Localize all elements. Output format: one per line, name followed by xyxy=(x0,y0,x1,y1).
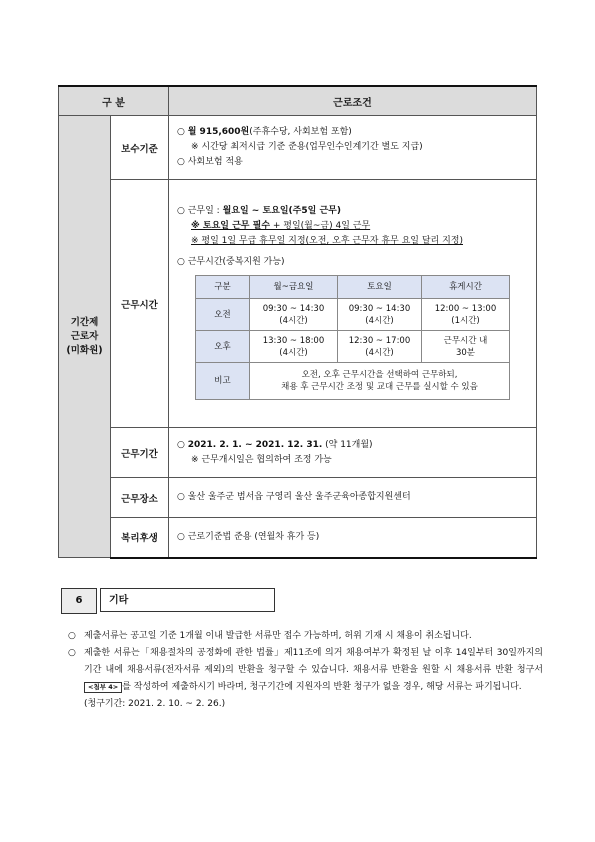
hours-label: 근무시간 xyxy=(111,180,169,428)
location-label: 근무장소 xyxy=(111,478,169,518)
note-item: ○ 제출서류는 공고일 기준 1개월 이내 발급한 서류만 접수 가능하며, 허위 기재 시 채용이 취소됩니다. xyxy=(68,631,472,641)
category-cell: 기간제 근로자 (미화원) xyxy=(59,116,111,558)
schedule-header: 토요일 xyxy=(338,276,422,299)
work-conditions-table xyxy=(58,85,537,559)
schedule-row-pm: 오후 13:30 ~ 18:00 (4시간) 12:30 ~ 17:00 (4시간) 근무시간 내 30분 xyxy=(196,331,510,363)
schedule-row-remark: 비고 오전, 오후 근무시간을 선택하여 근무하되, 채용 후 근무시간 조정 및 교대 근무를 실시할 수 있음 xyxy=(196,363,510,400)
schedule-row-am: 오전 09:30 ~ 14:30 (4시간) 09:30 ~ 14:30 (4시간) 12:00 ~ 13:00 (1시간) xyxy=(196,299,510,331)
pay-label: 보수기준 xyxy=(111,116,169,180)
schedule-header: 구분 xyxy=(196,276,250,299)
attachment-tag: <첨부 4> xyxy=(84,682,122,693)
schedule-header: 월~금요일 xyxy=(250,276,338,299)
section-number: 6 xyxy=(61,588,97,614)
claim-period: (청구기간: 2021. 2. 10. ~ 2. 26.) xyxy=(84,699,226,709)
pay-content: ○ 월 915,600원(주휴수당, 사회보험 포함) ※ 시간당 최저시급 기준 준용(업무인수인계기간 별도 지급) ○ 사회보험 적용 xyxy=(169,116,537,180)
work-schedule-table xyxy=(195,275,510,400)
schedule-header: 휴게시간 xyxy=(422,276,510,299)
location-content: ○ 울산 울주군 범서읍 구영리 울산 울주군육아종합지원센터 xyxy=(169,478,537,518)
header-category: 구 분 xyxy=(59,86,169,116)
period-content: ○ 2021. 2. 1. ~ 2021. 12. 31. (약 11개월) ※ 근무개시일은 협의하여 조정 가능 xyxy=(169,428,537,478)
section-title: 기타 xyxy=(100,588,275,612)
note-item: ○ 제출한 서류는「채용절차의 공정화에 관한 법률」제11조에 의거 채용여부가 확정된 날 이후 14일부터 30일까지의 기간 내에 채용서류(전자서류 제외)의 반환을 청구할 수 있습니다. 채용서류 반환을 원할 시 채용서류 반환 청구서<첨부 4> 를 작성하여 제출하시기 바라며, 청구기간에 지원자의 반환 청구가 없을 경우, 해당 서류는 파기됩니다. (청구기간: 2021. 2. 10. ~ 2. 26.) xyxy=(68,645,543,713)
welfare-content: ○ 근로기준법 준용 (연월차 휴가 등) xyxy=(169,518,537,558)
period-label: 근무기간 xyxy=(111,428,169,478)
notes xyxy=(68,628,543,713)
hours-content: ○ 근무일 : 월요일 ~ 토요일(주5일 근무) ※ 토요일 근무 필수 + 평일(월~금) 4일 근무 ※ 평일 1일 무급 휴무일 지정(오전, 오후 근무자 휴무 요일 달리 지정) ○ 근무시간(중복지원 가능) 구분 월~금요일 토요일 휴게시간 오전 09:30 ~ 14:30 (4시간) 09:30 ~ 14:30 (4시간) 12:00 ~ 13:00 (1시간) 오후 13:30 ~ 18:00 (4시간) 12:30 ~ 17:00 (4시간) 근무시간 내 30분 비고 오전, 오후 근무시간을 선택하여 근무하되, 채용 후 근무시간 조정 및 교대 근무를 실시할 수 있음 xyxy=(169,180,537,428)
welfare-label: 복리후생 xyxy=(111,518,169,558)
header-conditions: 근로조건 xyxy=(169,86,537,116)
